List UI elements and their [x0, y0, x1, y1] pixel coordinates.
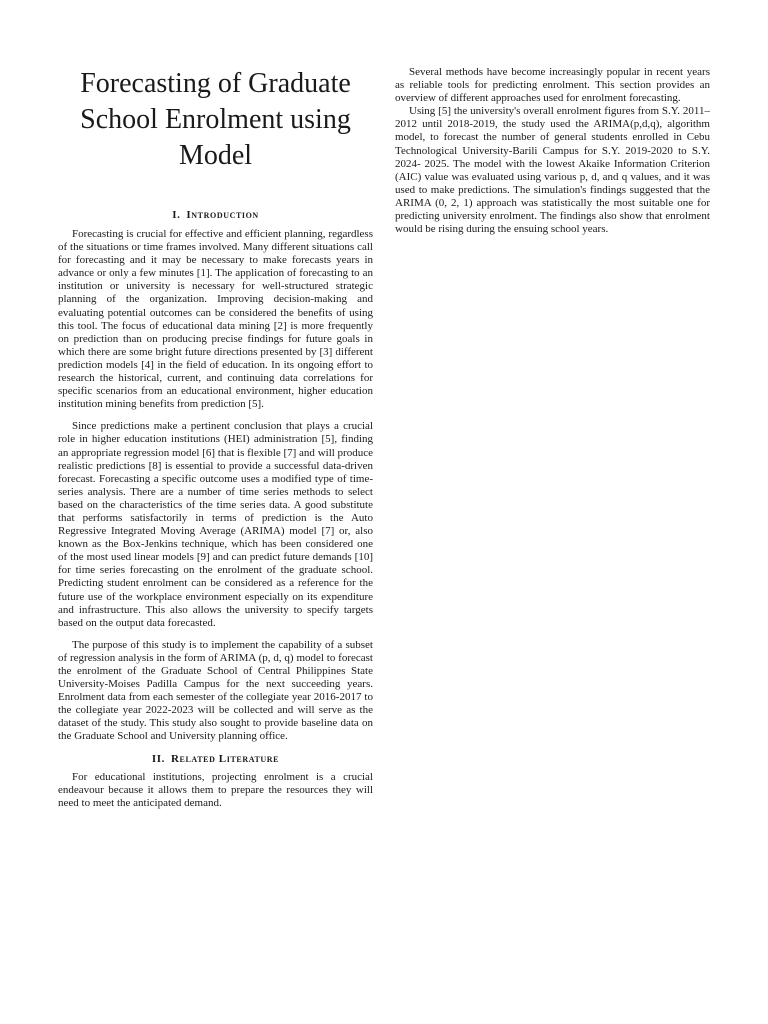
intro-paragraph-3: The purpose of this study is to implement the capability of a subset of regression analysis in the form of ARIMA (p, d, q) model to forecast the enrolment of the Graduate School of Central Philippines State University-Moises Padilla Campus for the next succeeding years. Enrolment data from each semester of the collegiate year 2016-2017 to the collegiate year 2022-2023 will be collected and will serve as the dataset of the study. This study also sought to provide baseline data on the Graduate School and University planning office. [58, 638, 373, 743]
intro-paragraph-1: Forecasting is crucial for effective and efficient planning, regardless of the situations or time frames involved. Many different situations call for forecasting and it may be necessary to make forecasts years in advance or only a few minutes [1]. The application of forecasting to an institution or university is necessary for well-structured strategic planning of the organization. Improving decision-making and evaluating potential outcomes can be considered the benefits of using this tool. The focus of educational data mining [2] is more frequently on prediction than on producing precise findings for future goals in which there are some bright future directions presented by [3] different prediction models [4] in the field of education. In its ongoing effort to research the historical, current, and continuing data correlations for specific scenarios from an educational environment, higher education institution mining benefits from prediction [5]. [58, 228, 373, 411]
related-literature-paragraph-1: For educational institutions, projecting enrolment is a crucial endeavour because it allows them to prepare the resources they will need to meet the anticipated demand. [58, 770, 373, 809]
section-title: Introduction [186, 209, 259, 221]
section-heading-introduction [58, 208, 373, 222]
paper-title: Forecasting of Graduate School Enrolment using Model [80, 68, 351, 171]
related-literature-paragraph-3: Using [5] the university's overall enrolment figures from S.Y. 2011–2012 until 2018-2019, the study used the ARIMA(p,d,q), algorithm model, to forecast the number of general students enrolled in Cebu Technological University-Barili Campus for S.Y. 2019-2020 to S.Y. 2024- 2025. The model with the lowest Akaike Information Criterion (AIC) value was evaluated using various p, d, and q values, and it was used to make predictions. The simulation's findings suggested that the ARIMA (0, 2, 1) approach was statistically the most suitable one for predicting university enrolment. The findings also show that enrolment would be rising during the ensuing school years. [395, 105, 710, 236]
section-number: II. [151, 752, 165, 765]
section-title: Related Literature [171, 752, 280, 765]
right-column [395, 66, 710, 236]
section-number: I. [172, 209, 181, 221]
left-column [58, 0, 373, 810]
intro-paragraph-2: Since predictions make a pertinent conclusion that plays a crucial role in higher education institutions (HEI) administration [5], finding an appropriate regression model [6] that is flexible [7] and will produce realistic predictions [8] is essential to provide a successful data-driven forecast. Forecasting a specific outcome uses a modified type of time-series analysis. There are a number of time series methods to select based on the characteristics of the time series data. A good substitute that performs satisfactorily in terms of prediction is the Auto Regressive Integrated Moving Average (ARIMA) model [7] or, also known as the Box-Jenkins technique, which has been considered one of the most used linear models [9] and can predict future demands [10] for time series forecasting on the enrolment of the graduate school. Predicting student enrolment can be considered as a reference for the future use of the workplace environment especially on its expenditure and infrastructure. This also allows the university to specify targets based on the output data forecasted. [58, 420, 373, 629]
related-literature-paragraph-2: Several methods have become increasingly popular in recent years as reliable tools for predicting enrolment. This section provides an overview of different approaches used for enrolment forecasting. [395, 66, 710, 105]
section-heading-related-literature [58, 752, 373, 766]
